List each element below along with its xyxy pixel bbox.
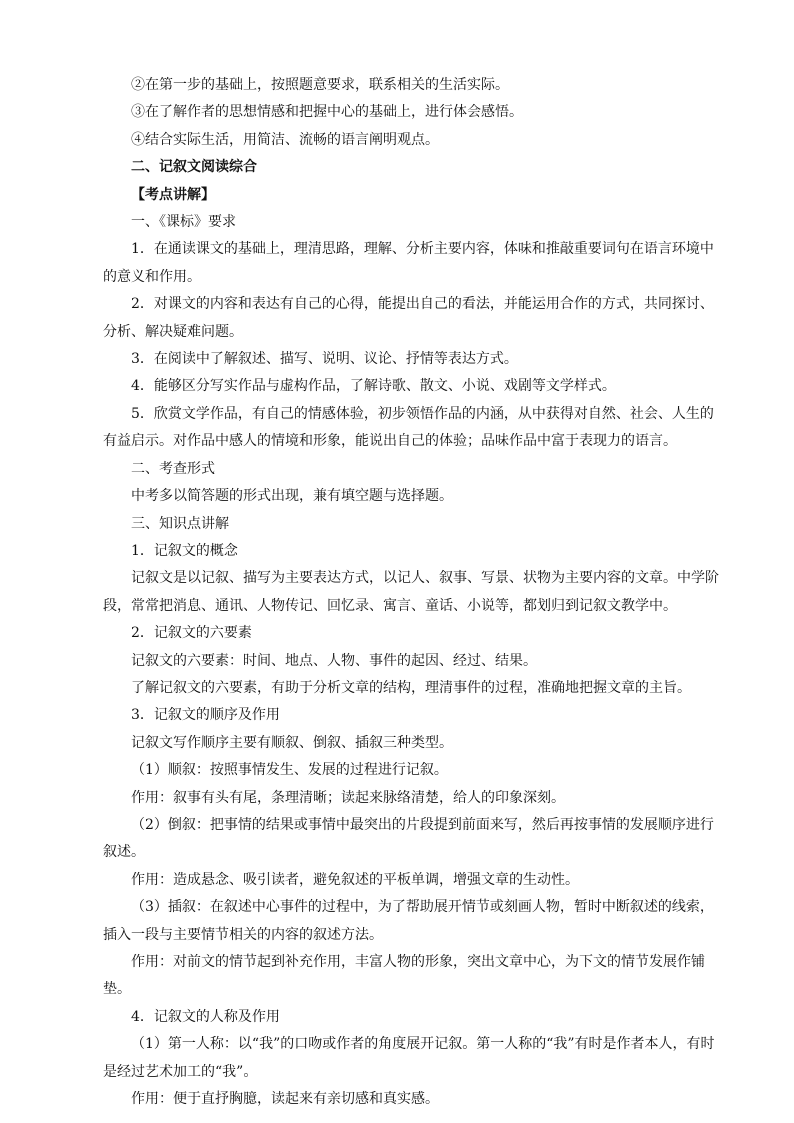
paragraph: 记叙文的六要素：时间、地点、人物、事件的起因、经过、结果。	[131, 652, 537, 669]
paragraph: 记叙文写作顺序主要有顺叙、倒叙、插叙三种类型。	[131, 734, 453, 751]
document-page	[103, 72, 721, 1113]
heading: 三、知识点讲解	[131, 515, 229, 532]
paragraph: 了解记叙文的六要素，有助于分析文章的结构，理清事件的过程，准确地把握文章的主旨。	[131, 679, 691, 696]
heading: 一、《课标》要求	[131, 214, 236, 231]
heading: 4．记叙文的人称及作用	[131, 1008, 280, 1025]
subsection-heading: 【考点讲解】	[131, 186, 215, 203]
heading: 3．记叙文的顺序及作用	[131, 707, 280, 724]
paragraph: 作用：造成悬念、吸引读者，避免叙述的平板单调，增强文章的生动性。	[131, 871, 579, 888]
paragraph: 作用：便于直抒胸臆，读起来有亲切感和真实感。	[131, 1091, 439, 1108]
paragraph: 1．在通读课文的基础上，理清思路，理解、分析主要内容，体味和推敲重要词句在语言环境中的意义和作用。	[103, 241, 714, 285]
paragraph: （3）插叙：在叙述中心事件的过程中，为了帮助展开情节或刻画人物，暂时中断叙述的线索，插入一段与主要情节相关的内容的叙述方法。	[103, 899, 714, 943]
paragraph: ③在了解作者的思想情感和把握中心的基础上，进行体会感悟。	[131, 104, 523, 121]
section-heading: 二、记叙文阅读综合	[131, 159, 257, 176]
heading: 1．记叙文的概念	[131, 542, 238, 559]
paragraph: 2．对课文的内容和表达有自己的心得，能提出自己的看法，并能运用合作的方式，共同探讨、分析、解决疑难问题。	[103, 296, 714, 340]
paragraph: （1）第一人称：以“我”的口吻或作者的角度展开记叙。第一人称的“我”有时是作者本人，有时是经过艺术加工的“我”。	[103, 1036, 715, 1080]
paragraph: ④结合实际生活，用简洁、流畅的语言阐明观点。	[131, 131, 439, 148]
paragraph: 5．欣赏文学作品，有自己的情感体验，初步领悟作品的内涵，从中获得对自然、社会、人生的有益启示。对作品中感人的情境和形象，能说出自己的体验；品味作品中富于表现力的语言。	[103, 405, 714, 450]
paragraph: 3．在阅读中了解叙述、描写、说明、议论、抒情等表达方式。	[131, 351, 518, 368]
heading: 2．记叙文的六要素	[131, 625, 252, 642]
paragraph: 中考多以简答题的形式出现，兼有填空题与选择题。	[131, 488, 453, 505]
paragraph: 作用：对前文的情节起到补充作用，丰富人物的形象，突出文章中心，为下文的情节发展作铺垫。	[103, 954, 705, 998]
paragraph: （2）倒叙：把事情的结果或事情中最突出的片段提到前面来写，然后再按事情的发展顺序进行叙述。	[103, 816, 714, 861]
heading: 二、考查形式	[131, 460, 215, 477]
paragraph: 4．能够区分写实作品与虚构作品，了解诗歌、散文、小说、戏剧等文学样式。	[131, 378, 616, 395]
paragraph: ②在第一步的基础上，按照题意要求，联系相关的生活实际。	[131, 77, 509, 93]
paragraph: 记叙文是以记叙、描写为主要表达方式，以记人、叙事、写景、状物为主要内容的文章。中学阶段，常常把消息、通讯、人物传记、回忆录、寓言、童话、小说等，都划归到记叙文教学中。	[103, 570, 719, 614]
paragraph: 作用：叙事有头有尾，条理清晰；读起来脉络清楚，给人的印象深刻。	[131, 789, 565, 806]
paragraph: （1）顺叙：按照事情发生、发展的过程进行记叙。	[131, 762, 448, 779]
